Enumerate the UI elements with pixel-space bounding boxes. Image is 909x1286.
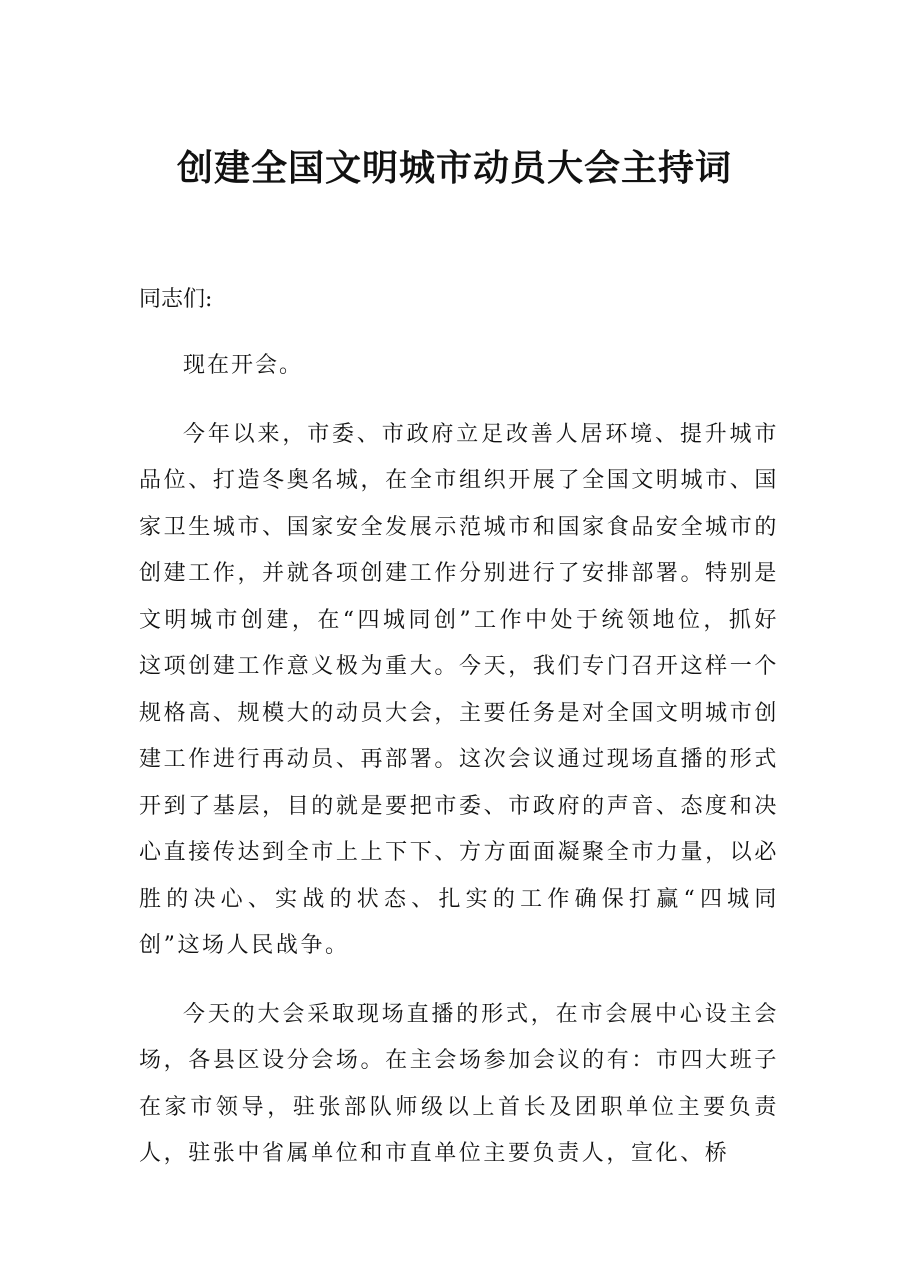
salutation: 同志们: <box>139 287 213 312</box>
paragraph-background: 今年以来，市委、市政府立足改善人居环境、提升城市品位、打造冬奥名城，在全市组织开展了全国文明城市、国家卫生城市、国家安全发展示范城市和国家食品安全城市的创建工作，并就各项创建工作分别进行了安排部署。特别是文明城市创建，在“四城同创”工作中处于统领地位，抓好这项创建工作意义极为重大。今天，我们专门召开这样一个规格高、规模大的动员大会，主要任务是对全国文明城市创建工作进行再动员、再部署。这次会议通过现场直播的形式开到了基层，目的就是要把市委、市政府的声音、态度和决心直接传达到全市上上下下、方方面面凝聚全市力量，以必胜的决心、实战的状态、扎实的工作确保打赢“四城同创”这场人民战争。 <box>139 421 779 958</box>
paragraph-attendees: 今天的大会采取现场直播的形式，在市会展中心设主会场，各县区设分会场。在主会场参加会议的有：市四大班子在家市领导，驻张部队师级以上首长及团职单位主要负责人，驻张中省属单位和市直单位主要负责人，宣化、桥 <box>139 1001 779 1166</box>
document-title: 创建全国文明城市动员大会主持词 <box>176 147 732 189</box>
paragraph-opening: 现在开会。 <box>183 353 304 378</box>
document-body <box>139 277 779 1200</box>
